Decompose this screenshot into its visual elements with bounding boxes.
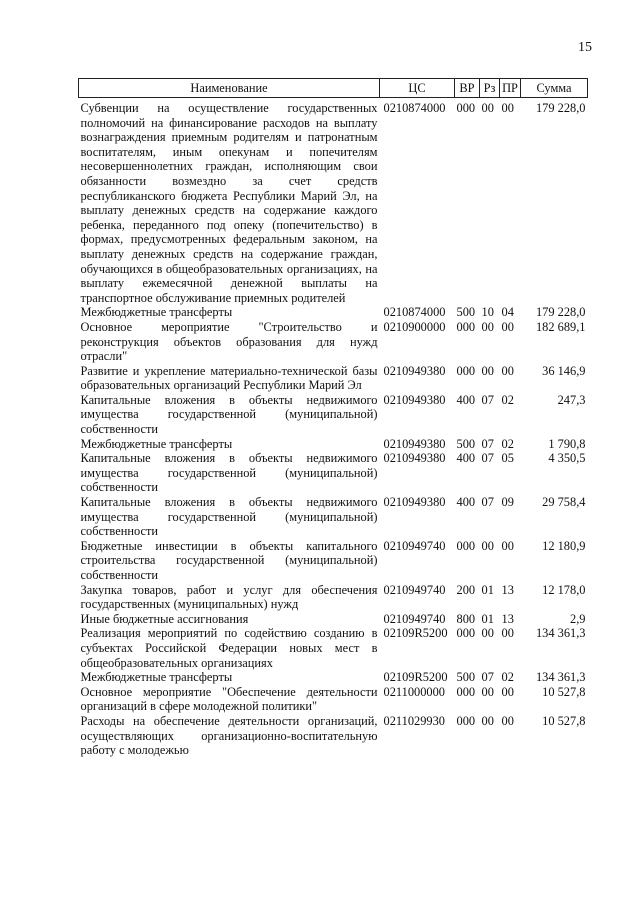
row-rz: 07 [481, 451, 494, 466]
row-vr: 200 [456, 582, 476, 597]
row-sum: 134 361,3 [535, 626, 586, 641]
row-vr: 400 [456, 495, 476, 510]
row-cs: 0210949380 [383, 363, 446, 378]
table-row [79, 670, 588, 685]
row-name: Бюджетные инвестиции в объекты капитального строительства государственной (муниципальной) собственности [80, 538, 378, 582]
row-sum: 179 228,0 [535, 101, 586, 115]
row-pr: 00 [501, 538, 514, 553]
row-cs: 0210949740 [383, 611, 446, 626]
header-pr: ПР [500, 79, 521, 98]
row-vr: 400 [456, 451, 476, 466]
row-sum: 179 228,0 [535, 305, 586, 320]
row-sum: 10 527,8 [542, 684, 586, 699]
row-cs: 0210900000 [383, 319, 446, 334]
table-row [79, 626, 588, 670]
row-name: Капитальные вложения в объекты недвижимого имущества государственной (муниципальной) собственности [80, 451, 378, 495]
row-cs: 0211000000 [383, 684, 445, 699]
row-name: Развитие и укрепление материально-технической базы образовательных организаций Республики Марий Эл [80, 363, 378, 393]
row-name: Закупка товаров, работ и услуг для обеспечения государственных (муниципальных) нужд [80, 582, 378, 612]
row-sum: 247,3 [557, 392, 586, 407]
table-row [79, 98, 588, 306]
row-pr: 02 [501, 670, 514, 685]
row-rz: 00 [481, 713, 494, 728]
row-pr: 02 [501, 392, 514, 407]
row-pr: 00 [501, 626, 514, 641]
row-name: Расходы на обеспечение деятельности организаций, осуществляющих организационно-воспитательную работу с молодежью [80, 713, 378, 758]
row-name: Капитальные вложения в объекты недвижимого имущества государственной (муниципальной) собственности [80, 392, 378, 437]
row-name: Основное мероприятие "Обеспечение деятельности организаций в сфере молодежной политики" [80, 684, 378, 714]
row-sum: 1 790,8 [548, 436, 586, 451]
header-name: Наименование [79, 79, 380, 98]
row-rz: 00 [481, 101, 494, 115]
table-row [79, 612, 588, 627]
row-vr: 000 [456, 538, 476, 553]
table-row [79, 714, 588, 758]
row-vr: 800 [456, 611, 476, 626]
row-vr: 000 [456, 626, 476, 641]
row-rz: 01 [481, 582, 494, 597]
table-row [79, 685, 588, 714]
row-pr: 09 [501, 495, 514, 510]
row-cs: 0210949380 [383, 436, 446, 451]
row-vr: 500 [456, 670, 476, 685]
row-rz: 07 [481, 392, 494, 407]
row-vr: 000 [456, 684, 476, 699]
page-number: 15 [578, 40, 592, 55]
row-cs: 0211029930 [383, 713, 445, 728]
row-name: Субвенции на осуществление государственных полномочий на финансирование расходов на выплату вознаграждения приемным родителям и патронатным воспитателям, иным опекунам и попечителям несовершеннолетних граждан, исполняющим свои обязанности возмездно за счет средств республиканского бюджета Республики Марий Эл, на выплату денежных средств на содержание каждого ребенка, переданного под опеку (попечительство) в формах, предусмотренных федеральным законом, на выплату денежных средств на содержание граждан, обучающихся в общеобразовательных организациях, на выплату ежемесячной денежной выплаты на транспортное обслуживание приемных родителей [80, 101, 378, 305]
row-cs: 0210949380 [383, 451, 446, 466]
header-vr: ВР [455, 79, 480, 98]
row-cs: 0210874000 [383, 305, 446, 320]
table-row [79, 583, 588, 612]
row-name: Основное мероприятие "Строительство и реконструкция объектов образования для нужд отрасли" [80, 319, 378, 364]
row-cs: 0210949380 [383, 392, 446, 407]
budget-table [78, 78, 588, 758]
table-row [79, 495, 588, 539]
row-rz: 00 [481, 363, 494, 378]
table-row [79, 451, 588, 495]
row-name: Межбюджетные трансферты [80, 305, 233, 320]
row-pr: 05 [501, 451, 514, 466]
row-rz: 00 [481, 684, 494, 699]
header-cs: ЦС [380, 79, 455, 98]
row-rz: 07 [481, 495, 494, 510]
table-row [79, 539, 588, 583]
row-cs: 0210874000 [383, 101, 446, 115]
row-vr: 000 [456, 101, 476, 115]
row-vr: 500 [456, 436, 476, 451]
table-row [79, 305, 588, 320]
row-vr: 400 [456, 392, 476, 407]
row-sum: 36 146,9 [542, 363, 586, 378]
row-name: Межбюджетные трансферты [80, 436, 233, 451]
row-cs: 0210949740 [383, 582, 446, 597]
row-rz: 01 [481, 611, 494, 626]
table-header [79, 79, 588, 98]
row-pr: 00 [501, 363, 514, 378]
row-sum: 4 350,5 [548, 451, 586, 466]
table-row [79, 437, 588, 452]
row-sum: 12 180,9 [542, 538, 586, 553]
row-pr: 00 [501, 101, 514, 115]
row-rz: 00 [481, 319, 494, 334]
row-name: Межбюджетные трансферты [80, 670, 233, 685]
row-name: Реализация мероприятий по содействию созданию в субъектах Российской Федерации новых мест в общеобразовательных организациях [80, 626, 378, 670]
row-cs: 0210949740 [383, 538, 446, 553]
row-name: Иные бюджетные ассигнования [80, 611, 249, 626]
row-sum: 29 758,4 [542, 495, 586, 510]
row-sum: 10 527,8 [542, 713, 586, 728]
row-vr: 000 [456, 363, 476, 378]
header-rz: Рз [480, 79, 500, 98]
row-rz: 00 [481, 626, 494, 641]
row-rz: 10 [481, 305, 494, 320]
row-vr: 500 [456, 305, 476, 320]
row-sum: 134 361,3 [535, 670, 586, 685]
row-rz: 07 [481, 436, 494, 451]
row-vr: 000 [456, 319, 476, 334]
header-sum: Сумма [521, 79, 588, 98]
row-cs: 02109R5200 [383, 670, 448, 685]
row-sum: 2,9 [570, 611, 586, 626]
row-cs: 0210949380 [383, 495, 446, 510]
row-vr: 000 [456, 713, 476, 728]
row-sum: 182 689,1 [535, 319, 586, 334]
row-pr: 00 [501, 713, 514, 728]
row-pr: 13 [501, 582, 514, 597]
table-row [79, 320, 588, 364]
row-name: Капитальные вложения в объекты недвижимого имущества государственной (муниципальной) собственности [80, 495, 378, 539]
row-pr: 13 [501, 611, 514, 626]
row-pr: 00 [501, 684, 514, 699]
table-row [79, 364, 588, 393]
row-pr: 04 [501, 305, 514, 320]
row-rz: 07 [481, 670, 494, 685]
row-cs: 02109R5200 [383, 626, 448, 641]
row-sum: 12 178,0 [542, 582, 586, 597]
row-pr: 02 [501, 436, 514, 451]
table-row [79, 393, 588, 437]
row-pr: 00 [501, 319, 514, 334]
row-rz: 00 [481, 538, 494, 553]
